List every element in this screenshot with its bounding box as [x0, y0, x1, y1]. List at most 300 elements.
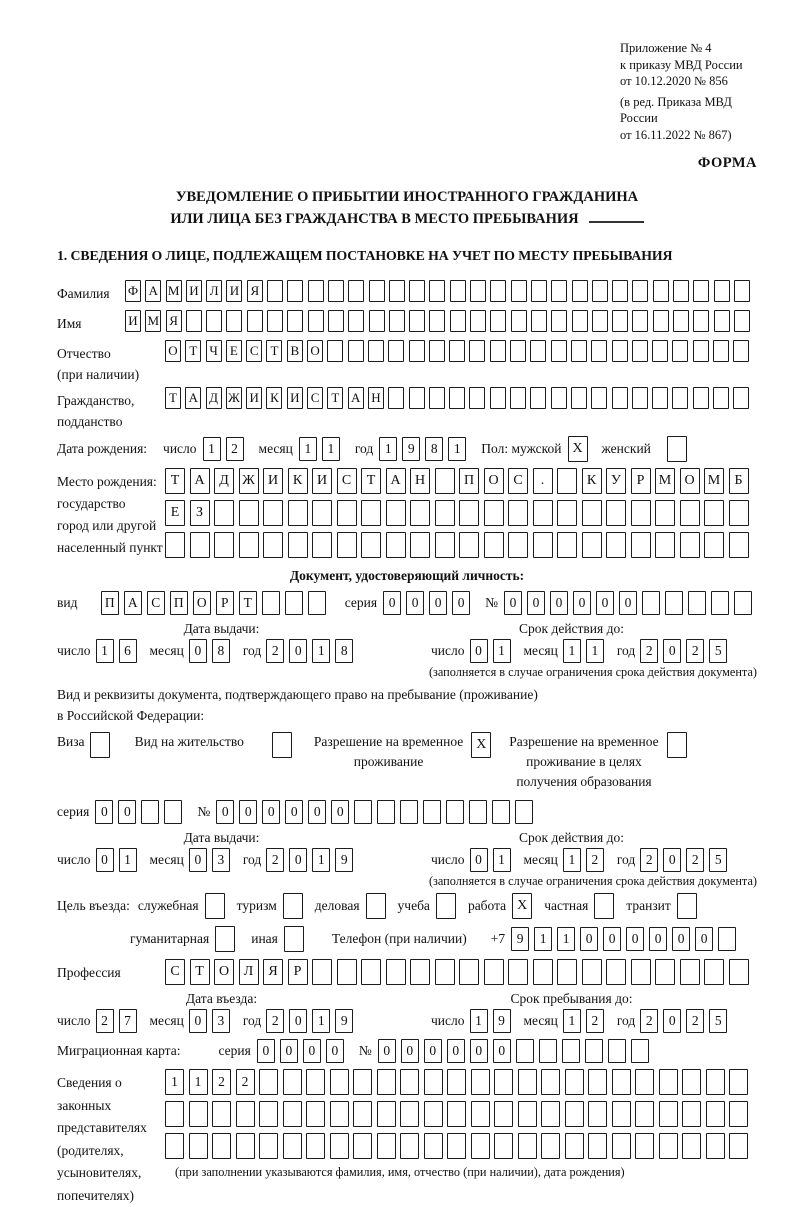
- form-cell[interactable]: [729, 1133, 748, 1159]
- form-cell[interactable]: [400, 1069, 419, 1095]
- form-cell[interactable]: 0: [289, 848, 307, 872]
- form-cell[interactable]: 0: [289, 1009, 307, 1033]
- form-cell[interactable]: 3: [212, 848, 230, 872]
- form-cell[interactable]: [729, 532, 749, 558]
- purpose-private-checkbox[interactable]: [594, 893, 614, 919]
- form-cell[interactable]: [713, 387, 729, 409]
- edu-residence-checkbox[interactable]: [667, 732, 687, 758]
- form-cell[interactable]: [186, 310, 202, 332]
- form-cell[interactable]: [386, 532, 406, 558]
- form-cell[interactable]: [635, 1101, 654, 1127]
- form-cell[interactable]: [328, 310, 344, 332]
- form-cell[interactable]: [667, 436, 687, 462]
- form-cell[interactable]: [733, 387, 749, 409]
- form-cell[interactable]: [369, 280, 385, 302]
- form-cell[interactable]: [714, 310, 730, 332]
- form-cell[interactable]: 1: [470, 1009, 488, 1033]
- form-cell[interactable]: 2: [266, 848, 284, 872]
- form-cell[interactable]: [205, 893, 225, 919]
- form-cell[interactable]: [490, 310, 506, 332]
- form-cell[interactable]: [655, 959, 675, 985]
- form-cell[interactable]: [518, 1101, 537, 1127]
- form-cell[interactable]: Т: [190, 959, 210, 985]
- form-cell[interactable]: [693, 340, 709, 362]
- form-cell[interactable]: 0: [447, 1039, 465, 1063]
- form-cell[interactable]: [572, 310, 588, 332]
- form-cell[interactable]: [330, 1101, 349, 1127]
- form-cell[interactable]: [665, 591, 683, 615]
- form-cell[interactable]: [541, 1101, 560, 1127]
- form-cell[interactable]: [682, 1069, 701, 1095]
- form-cell[interactable]: 2: [640, 848, 658, 872]
- form-cell[interactable]: [582, 500, 602, 526]
- form-cell[interactable]: А: [145, 280, 161, 302]
- form-cell[interactable]: И: [226, 280, 242, 302]
- form-cell[interactable]: [388, 340, 404, 362]
- form-cell[interactable]: 0: [96, 848, 114, 872]
- form-cell[interactable]: [90, 732, 110, 758]
- form-cell[interactable]: [330, 1069, 349, 1095]
- form-cell[interactable]: [212, 1133, 231, 1159]
- form-cell[interactable]: 1: [312, 639, 330, 663]
- form-cell[interactable]: [337, 500, 357, 526]
- form-cell[interactable]: [565, 1101, 584, 1127]
- visa-checkbox[interactable]: [90, 732, 110, 758]
- form-cell[interactable]: З: [190, 500, 210, 526]
- form-cell[interactable]: К: [266, 387, 282, 409]
- form-cell[interactable]: [655, 532, 675, 558]
- form-cell[interactable]: 0: [626, 927, 644, 951]
- form-cell[interactable]: [492, 800, 510, 824]
- form-cell[interactable]: [551, 280, 567, 302]
- form-cell[interactable]: Р: [631, 468, 651, 494]
- form-cell[interactable]: [389, 280, 405, 302]
- form-cell[interactable]: О: [193, 591, 211, 615]
- form-cell[interactable]: [655, 500, 675, 526]
- form-cell[interactable]: [410, 959, 430, 985]
- form-cell[interactable]: [267, 310, 283, 332]
- form-cell[interactable]: 3: [212, 1009, 230, 1033]
- form-cell[interactable]: [212, 1101, 231, 1127]
- form-cell[interactable]: [361, 500, 381, 526]
- form-cell[interactable]: У: [606, 468, 626, 494]
- form-cell[interactable]: [606, 500, 626, 526]
- form-cell[interactable]: 0: [303, 1039, 321, 1063]
- form-cell[interactable]: X: [568, 436, 588, 462]
- form-cell[interactable]: Т: [239, 591, 257, 615]
- form-cell[interactable]: 0: [580, 927, 598, 951]
- form-cell[interactable]: [631, 532, 651, 558]
- form-cell[interactable]: Н: [410, 468, 430, 494]
- form-cell[interactable]: [653, 280, 669, 302]
- form-cell[interactable]: 2: [686, 1009, 704, 1033]
- form-cell[interactable]: 2: [586, 1009, 604, 1033]
- form-cell[interactable]: [247, 310, 263, 332]
- form-cell[interactable]: [494, 1069, 513, 1095]
- form-cell[interactable]: Ф: [125, 280, 141, 302]
- form-cell[interactable]: [288, 500, 308, 526]
- form-cell[interactable]: [557, 959, 577, 985]
- form-cell[interactable]: 1: [563, 639, 581, 663]
- form-cell[interactable]: 1: [203, 437, 221, 461]
- form-cell[interactable]: А: [190, 468, 210, 494]
- form-cell[interactable]: [531, 280, 547, 302]
- form-cell[interactable]: 1: [189, 1069, 208, 1095]
- form-cell[interactable]: [713, 340, 729, 362]
- form-cell[interactable]: [672, 387, 688, 409]
- form-cell[interactable]: [612, 1069, 631, 1095]
- purpose-study-checkbox[interactable]: [436, 893, 456, 919]
- form-cell[interactable]: [353, 1069, 372, 1095]
- form-cell[interactable]: [608, 1039, 626, 1063]
- form-cell[interactable]: П: [101, 591, 119, 615]
- form-cell[interactable]: [539, 1039, 557, 1063]
- form-cell[interactable]: [704, 959, 724, 985]
- sex-female-checkbox[interactable]: [667, 436, 687, 462]
- form-cell[interactable]: [631, 500, 651, 526]
- form-cell[interactable]: Т: [266, 340, 282, 362]
- form-cell[interactable]: [388, 387, 404, 409]
- sex-male-checkbox[interactable]: [568, 436, 588, 462]
- form-cell[interactable]: [400, 800, 418, 824]
- form-cell[interactable]: 0: [262, 800, 280, 824]
- form-cell[interactable]: 2: [96, 1009, 114, 1033]
- form-cell[interactable]: [706, 1069, 725, 1095]
- form-cell[interactable]: [469, 387, 485, 409]
- form-cell[interactable]: [588, 1133, 607, 1159]
- form-cell[interactable]: Б: [729, 468, 749, 494]
- form-cell[interactable]: О: [680, 468, 700, 494]
- form-cell[interactable]: 9: [335, 1009, 353, 1033]
- form-cell[interactable]: [348, 280, 364, 302]
- form-cell[interactable]: [267, 280, 283, 302]
- form-cell[interactable]: [410, 532, 430, 558]
- form-cell[interactable]: [631, 959, 651, 985]
- form-cell[interactable]: [718, 927, 736, 951]
- form-cell[interactable]: [429, 340, 445, 362]
- form-cell[interactable]: [400, 1133, 419, 1159]
- form-cell[interactable]: [328, 280, 344, 302]
- form-cell[interactable]: 0: [118, 800, 136, 824]
- form-cell[interactable]: [642, 591, 660, 615]
- form-cell[interactable]: [459, 532, 479, 558]
- form-cell[interactable]: 9: [493, 1009, 511, 1033]
- form-cell[interactable]: Д: [214, 468, 234, 494]
- form-cell[interactable]: 0: [550, 591, 568, 615]
- form-cell[interactable]: [424, 1101, 443, 1127]
- form-cell[interactable]: [377, 1133, 396, 1159]
- form-cell[interactable]: 0: [619, 591, 637, 615]
- form-cell[interactable]: 0: [308, 800, 326, 824]
- form-cell[interactable]: [653, 310, 669, 332]
- form-cell[interactable]: Н: [368, 387, 384, 409]
- form-cell[interactable]: 9: [402, 437, 420, 461]
- form-cell[interactable]: [490, 340, 506, 362]
- form-cell[interactable]: [511, 280, 527, 302]
- form-cell[interactable]: Е: [165, 500, 185, 526]
- form-cell[interactable]: [494, 1101, 513, 1127]
- form-cell[interactable]: [652, 387, 668, 409]
- form-cell[interactable]: [571, 340, 587, 362]
- form-cell[interactable]: 5: [709, 848, 727, 872]
- form-cell[interactable]: 0: [289, 639, 307, 663]
- form-cell[interactable]: О: [214, 959, 234, 985]
- form-cell[interactable]: [469, 800, 487, 824]
- form-cell[interactable]: 2: [236, 1069, 255, 1095]
- purpose-tourism-checkbox[interactable]: [283, 893, 303, 919]
- form-cell[interactable]: [693, 280, 709, 302]
- form-cell[interactable]: Д: [206, 387, 222, 409]
- form-cell[interactable]: О: [484, 468, 504, 494]
- form-cell[interactable]: 5: [709, 639, 727, 663]
- form-cell[interactable]: [677, 893, 697, 919]
- form-cell[interactable]: Я: [247, 280, 263, 302]
- form-cell[interactable]: [729, 959, 749, 985]
- form-cell[interactable]: 0: [189, 848, 207, 872]
- form-cell[interactable]: О: [307, 340, 323, 362]
- form-cell[interactable]: Ж: [239, 468, 259, 494]
- form-cell[interactable]: А: [348, 387, 364, 409]
- form-cell[interactable]: [582, 959, 602, 985]
- form-cell[interactable]: [682, 1133, 701, 1159]
- form-cell[interactable]: [518, 1069, 537, 1095]
- form-cell[interactable]: 6: [119, 639, 137, 663]
- form-cell[interactable]: 0: [257, 1039, 275, 1063]
- form-cell[interactable]: [729, 1069, 748, 1095]
- form-cell[interactable]: 0: [470, 1039, 488, 1063]
- form-cell[interactable]: 0: [504, 591, 522, 615]
- form-cell[interactable]: [557, 468, 577, 494]
- form-cell[interactable]: [312, 532, 332, 558]
- form-cell[interactable]: 0: [216, 800, 234, 824]
- form-cell[interactable]: [308, 280, 324, 302]
- form-cell[interactable]: [353, 1101, 372, 1127]
- form-cell[interactable]: [435, 532, 455, 558]
- form-cell[interactable]: .: [533, 468, 553, 494]
- form-cell[interactable]: [214, 500, 234, 526]
- form-cell[interactable]: [510, 387, 526, 409]
- form-cell[interactable]: [377, 1069, 396, 1095]
- form-cell[interactable]: 1: [586, 639, 604, 663]
- form-cell[interactable]: [706, 1133, 725, 1159]
- form-cell[interactable]: [386, 500, 406, 526]
- form-cell[interactable]: [288, 532, 308, 558]
- form-cell[interactable]: [337, 532, 357, 558]
- form-cell[interactable]: [348, 340, 364, 362]
- form-cell[interactable]: [165, 532, 185, 558]
- form-cell[interactable]: [667, 732, 687, 758]
- form-cell[interactable]: Т: [165, 387, 181, 409]
- form-cell[interactable]: [327, 340, 343, 362]
- form-cell[interactable]: [435, 959, 455, 985]
- form-cell[interactable]: [612, 1101, 631, 1127]
- form-cell[interactable]: [361, 532, 381, 558]
- form-cell[interactable]: [410, 500, 430, 526]
- form-cell[interactable]: [436, 893, 456, 919]
- form-cell[interactable]: [680, 959, 700, 985]
- form-cell[interactable]: [606, 532, 626, 558]
- form-cell[interactable]: [470, 310, 486, 332]
- form-cell[interactable]: 1: [312, 848, 330, 872]
- form-cell[interactable]: [518, 1133, 537, 1159]
- form-cell[interactable]: [734, 591, 752, 615]
- form-cell[interactable]: М: [166, 280, 182, 302]
- form-cell[interactable]: И: [186, 280, 202, 302]
- form-cell[interactable]: 0: [429, 591, 447, 615]
- form-cell[interactable]: [494, 1133, 513, 1159]
- form-cell[interactable]: [429, 310, 445, 332]
- form-cell[interactable]: [659, 1101, 678, 1127]
- form-cell[interactable]: 0: [383, 591, 401, 615]
- form-cell[interactable]: [435, 468, 455, 494]
- form-cell[interactable]: [591, 387, 607, 409]
- form-cell[interactable]: [510, 340, 526, 362]
- form-cell[interactable]: 2: [686, 848, 704, 872]
- form-cell[interactable]: 2: [686, 639, 704, 663]
- form-cell[interactable]: [377, 800, 395, 824]
- form-cell[interactable]: [435, 500, 455, 526]
- form-cell[interactable]: [226, 310, 242, 332]
- form-cell[interactable]: [551, 340, 567, 362]
- form-cell[interactable]: [409, 280, 425, 302]
- form-cell[interactable]: 2: [266, 639, 284, 663]
- form-cell[interactable]: [449, 340, 465, 362]
- form-cell[interactable]: 0: [470, 639, 488, 663]
- form-cell[interactable]: [582, 532, 602, 558]
- form-cell[interactable]: П: [459, 468, 479, 494]
- form-cell[interactable]: [672, 340, 688, 362]
- form-cell[interactable]: [285, 591, 303, 615]
- form-cell[interactable]: [424, 1069, 443, 1095]
- form-cell[interactable]: [508, 500, 528, 526]
- form-cell[interactable]: [632, 280, 648, 302]
- form-cell[interactable]: [515, 800, 533, 824]
- form-cell[interactable]: [673, 280, 689, 302]
- form-cell[interactable]: [369, 310, 385, 332]
- form-cell[interactable]: [565, 1069, 584, 1095]
- form-cell[interactable]: [450, 280, 466, 302]
- form-cell[interactable]: [612, 280, 628, 302]
- form-cell[interactable]: 0: [326, 1039, 344, 1063]
- form-cell[interactable]: [283, 1101, 302, 1127]
- form-cell[interactable]: [214, 532, 234, 558]
- form-cell[interactable]: О: [165, 340, 181, 362]
- form-cell[interactable]: [424, 1133, 443, 1159]
- form-cell[interactable]: С: [246, 340, 262, 362]
- form-cell[interactable]: [354, 800, 372, 824]
- form-cell[interactable]: [484, 532, 504, 558]
- form-cell[interactable]: 0: [470, 848, 488, 872]
- form-cell[interactable]: [284, 926, 304, 952]
- form-cell[interactable]: [368, 340, 384, 362]
- form-cell[interactable]: [361, 959, 381, 985]
- form-cell[interactable]: [449, 387, 465, 409]
- purpose-other-checkbox[interactable]: [284, 926, 304, 952]
- form-cell[interactable]: [592, 280, 608, 302]
- form-cell[interactable]: 1: [493, 848, 511, 872]
- form-cell[interactable]: К: [288, 468, 308, 494]
- form-cell[interactable]: [632, 310, 648, 332]
- form-cell[interactable]: 9: [335, 848, 353, 872]
- form-cell[interactable]: Т: [327, 387, 343, 409]
- form-cell[interactable]: X: [512, 893, 532, 919]
- form-cell[interactable]: [471, 1101, 490, 1127]
- form-cell[interactable]: [530, 387, 546, 409]
- form-cell[interactable]: [704, 532, 724, 558]
- form-cell[interactable]: X: [471, 732, 491, 758]
- purpose-business-checkbox[interactable]: [205, 893, 225, 919]
- form-cell[interactable]: 0: [573, 591, 591, 615]
- form-cell[interactable]: [571, 387, 587, 409]
- form-cell[interactable]: [612, 387, 628, 409]
- form-cell[interactable]: С: [337, 468, 357, 494]
- form-cell[interactable]: [706, 1101, 725, 1127]
- form-cell[interactable]: 1: [563, 848, 581, 872]
- form-cell[interactable]: [429, 387, 445, 409]
- form-cell[interactable]: [447, 1101, 466, 1127]
- form-cell[interactable]: [263, 532, 283, 558]
- form-cell[interactable]: [189, 1133, 208, 1159]
- form-cell[interactable]: [447, 1069, 466, 1095]
- form-cell[interactable]: Т: [165, 468, 185, 494]
- form-cell[interactable]: 8: [425, 437, 443, 461]
- form-cell[interactable]: 1: [557, 927, 575, 951]
- form-cell[interactable]: Ж: [226, 387, 242, 409]
- form-cell[interactable]: С: [508, 468, 528, 494]
- form-cell[interactable]: [572, 280, 588, 302]
- form-cell[interactable]: [353, 1133, 372, 1159]
- form-cell[interactable]: [632, 387, 648, 409]
- form-cell[interactable]: А: [185, 387, 201, 409]
- form-cell[interactable]: [165, 1133, 184, 1159]
- form-cell[interactable]: М: [145, 310, 161, 332]
- form-cell[interactable]: [612, 1133, 631, 1159]
- form-cell[interactable]: [729, 1101, 748, 1127]
- form-cell[interactable]: [409, 387, 425, 409]
- form-cell[interactable]: [562, 1039, 580, 1063]
- form-cell[interactable]: 0: [663, 639, 681, 663]
- form-cell[interactable]: [459, 500, 479, 526]
- form-cell[interactable]: [190, 532, 210, 558]
- form-cell[interactable]: 1: [312, 1009, 330, 1033]
- form-cell[interactable]: [236, 1133, 255, 1159]
- form-cell[interactable]: 0: [285, 800, 303, 824]
- form-cell[interactable]: [259, 1133, 278, 1159]
- form-cell[interactable]: [592, 310, 608, 332]
- form-cell[interactable]: [164, 800, 182, 824]
- form-cell[interactable]: [287, 310, 303, 332]
- form-cell[interactable]: 0: [331, 800, 349, 824]
- form-cell[interactable]: [409, 310, 425, 332]
- form-cell[interactable]: 1: [563, 1009, 581, 1033]
- form-cell[interactable]: 7: [119, 1009, 137, 1033]
- form-cell[interactable]: [366, 893, 386, 919]
- form-cell[interactable]: Р: [216, 591, 234, 615]
- form-cell[interactable]: [263, 500, 283, 526]
- form-cell[interactable]: [585, 1039, 603, 1063]
- form-cell[interactable]: [557, 500, 577, 526]
- form-cell[interactable]: [386, 959, 406, 985]
- form-cell[interactable]: 0: [649, 927, 667, 951]
- form-cell[interactable]: [377, 1101, 396, 1127]
- form-cell[interactable]: 1: [96, 639, 114, 663]
- form-cell[interactable]: Л: [239, 959, 259, 985]
- form-cell[interactable]: [734, 280, 750, 302]
- form-cell[interactable]: [312, 959, 332, 985]
- form-cell[interactable]: [306, 1101, 325, 1127]
- form-cell[interactable]: [330, 1133, 349, 1159]
- form-cell[interactable]: [659, 1133, 678, 1159]
